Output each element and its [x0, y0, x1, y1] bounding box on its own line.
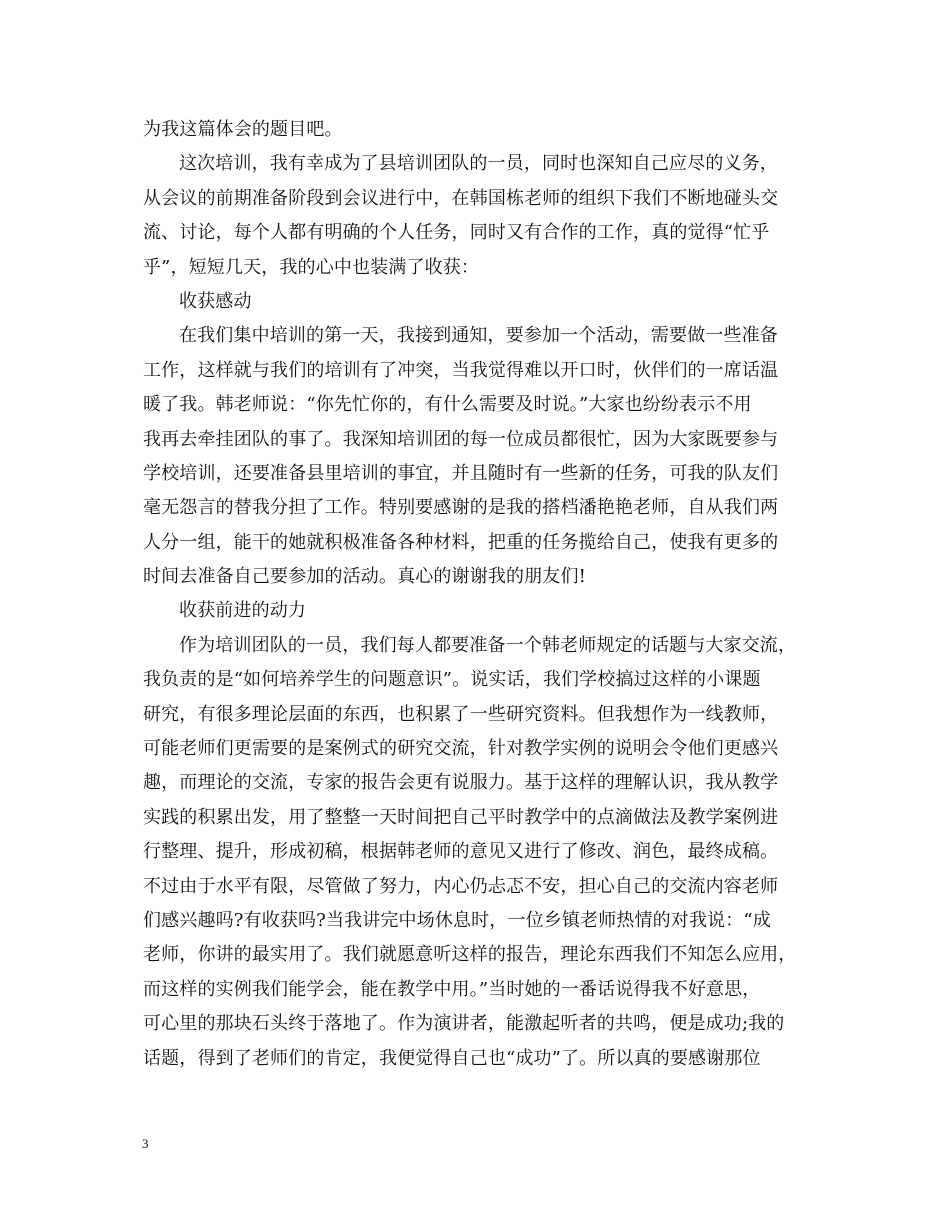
text-line: 这次培训，我有幸成为了县培训团队的一员，同时也深知自己应尽的义务， — [179, 153, 778, 175]
text-line: 行整理、提升，形成初稿，根据韩老师的意见又进行了修改、润色，最终成稿。 — [143, 841, 779, 863]
text-line: 工作，这样就与我们的培训有了冲突，当我觉得难以开口时，伙伴们的一席话温 — [143, 359, 779, 381]
text-line: 作为培训团队的一员，我们每人都要准备一个韩老师规定的话题与大家交流， — [179, 634, 797, 656]
text-line: 收获前进的动力 — [179, 600, 307, 622]
text-line: 学校培训，还要准备县里培训的事宜，并且随时有一些新的任务，可我的队友们 — [143, 462, 779, 484]
text-line: 我再去牵挂团队的事了。我深知培训团的每一位成员都很忙，因为大家既要参与 — [143, 428, 779, 450]
text-line: 研究，有很多理论层面的东西，也积累了一些研究资料。但我想作为一线教师， — [143, 703, 779, 725]
text-line: 乎”，短短几天，我的心中也装满了收获： — [143, 256, 480, 278]
text-line: 不过由于水平有限，尽管做了努力，内心仍忐忑不安，担心自己的交流内容老师 — [143, 875, 779, 897]
page-number: 3 — [142, 1136, 149, 1151]
text-line: 流、讨论，每个人都有明确的个人任务，同时又有合作的工作，真的觉得“忙乎 — [143, 222, 770, 244]
text-line: 人分一组，能干的她就积极准备各种材料，把重的任务揽给自己，使我有更多的 — [143, 531, 779, 553]
text-line: 我负责的是“如何培养学生的问题意识”。说实话，我们学校搞过这样的小课题 — [143, 669, 761, 691]
text-line: 暖了我。韩老师说：“你先忙你的，有什么需要及时说。”大家也纷纷表示不用 — [143, 394, 752, 416]
text-line: 收获感动 — [179, 290, 252, 312]
text-line: 在我们集中培训的第一天，我接到通知，要参加一个活动，需要做一些准备 — [179, 325, 778, 347]
text-line: 话题，得到了老师们的肯定，我便觉得自己也“成功”了。所以真的要感谢那位 — [143, 1047, 761, 1069]
text-line: 趣，而理论的交流，专家的报告会更有说服力。基于这样的理解认识，我从教学 — [143, 772, 779, 794]
text-line: 毫无怨言的替我分担了工作。特别要感谢的是我的搭档潘艳艳老师，自从我们两 — [143, 497, 779, 519]
text-line: 可能老师们更需要的是案例式的研究交流，针对教学实例的说明会令他们更感兴 — [143, 738, 779, 760]
text-line: 可心里的那块石头终于落地了。作为演讲者，能激起听者的共鸣，便是成功;我的 — [143, 1013, 785, 1035]
text-line: 为我这篇体会的题目吧。 — [143, 119, 343, 140]
text-line: 老师，你讲的最实用了。我们就愿意听这样的报告，理论东西我们不知怎么应用， — [143, 944, 797, 966]
text-line: 们感兴趣吗?有收获吗?当我讲完中场休息时，一位乡镇老师热情的对我说：“成 — [143, 909, 771, 931]
text-line: 时间去准备自己要参加的活动。真心的谢谢我的朋友们! — [143, 566, 586, 588]
text-line: 而这样的实例我们能学会，能在教学中用。”当时她的一番话说得我不好意思， — [143, 978, 761, 1000]
text-line: 实践的积累出发，用了整整一天时间把自己平时教学中的点滴做法及教学案例进 — [143, 806, 779, 828]
body-text — [143, 113, 823, 1076]
text-line: 从会议的前期准备阶段到会议进行中，在韩国栋老师的组织下我们不断地碰头交 — [143, 187, 779, 209]
